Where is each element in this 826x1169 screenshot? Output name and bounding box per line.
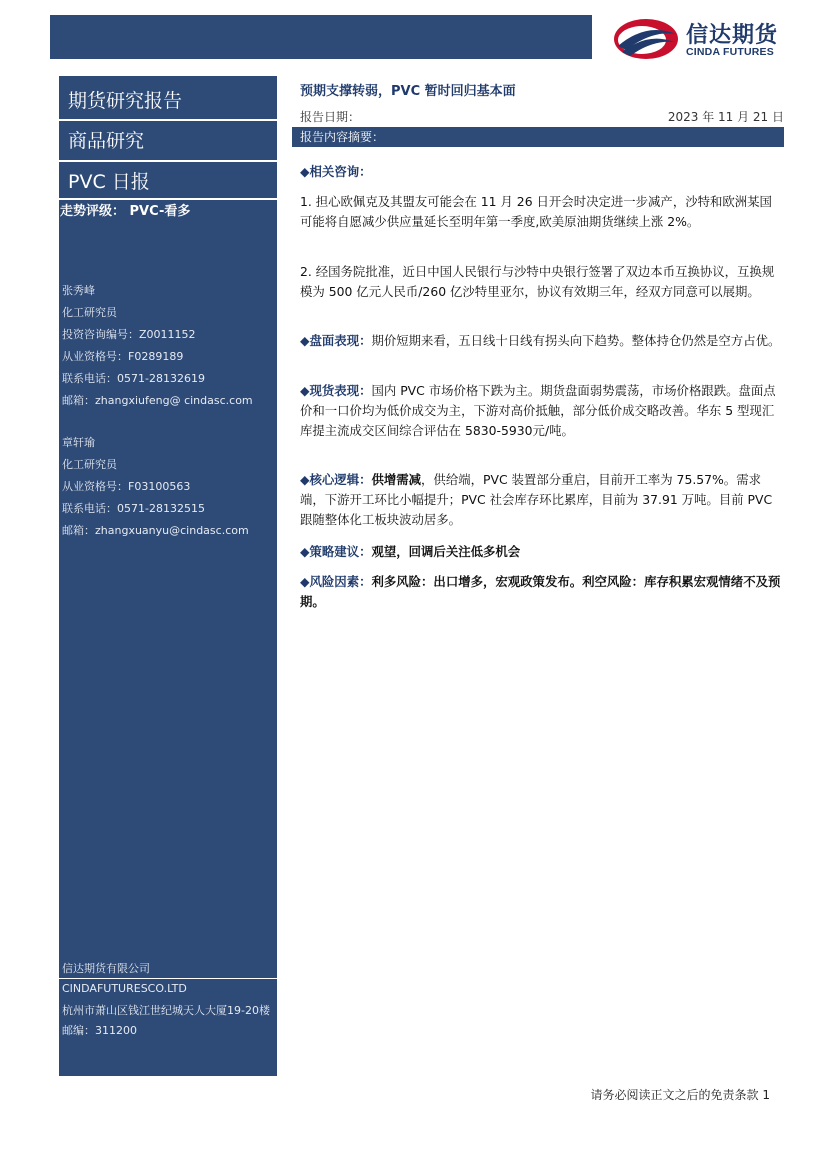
logic-section	[300, 470, 784, 530]
analyst-email[interactable]: 邮箱：zhangxiufeng@ cindasc.com	[62, 394, 253, 407]
disclaimer-text[interactable]: 请务必阅读正文之后的免责条款	[590, 1088, 759, 1102]
date-value: 2023 年 11 月 21 日	[667, 110, 784, 124]
market-section	[300, 331, 784, 351]
analyst-email[interactable]: 邮箱：zhangxuanyu@cindasc.com	[62, 524, 249, 537]
header-band	[50, 15, 592, 59]
report-date-row	[300, 108, 784, 126]
section-heading: ◆现货表现：	[300, 383, 372, 398]
analyst-phone: 联系电话：0571-28132515	[62, 502, 205, 515]
analyst-phone: 联系电话：0571-28132619	[62, 372, 205, 385]
section-text: ，供给端，PVC 装置部分重启，目前开工率为 75.57%。需求端，下游开工环比小幅提升；PVC 社会库存环比累库，目前为 37.91 万吨。目前 PVC 跟随整体化工板块波动居多。	[300, 472, 773, 527]
section-heading: ◆策略建议：	[300, 544, 372, 559]
consult-item-2: 2. 经国务院批准，近日中国人民银行与沙特中央银行签署了双边本币互换协议，互换规模为 500 亿元人民币/260 亿沙特里亚尔，协议有效期三年，经双方同意可以展期。	[300, 264, 775, 299]
page-number: 1	[762, 1088, 770, 1102]
analyst-title: 化工研究员	[62, 458, 117, 471]
divider	[59, 119, 277, 121]
summary-header: 报告内容摘要：	[292, 127, 784, 147]
divider	[59, 978, 277, 979]
logo-text-en: CINDA FUTURES	[686, 46, 774, 58]
product-title: PVC 日报	[68, 171, 150, 193]
company-address: 杭州市萧山区钱江世纪城天人大厦19-20楼	[62, 1004, 270, 1017]
company-logo	[612, 16, 802, 62]
strategy-section	[300, 542, 784, 562]
risk-section	[300, 572, 784, 612]
logo-text-cn: 信达期货	[686, 23, 779, 48]
section-text: 利多风险：出口增多，宏观政策发布。利空风险：库存积累宏观情绪不及预期。	[300, 574, 781, 609]
spot-section	[300, 381, 784, 441]
section-heading: ◆核心逻辑：	[300, 472, 372, 487]
company-name-en: CINDAFUTURESCO.LTD	[62, 982, 187, 995]
company-name: 信达期货有限公司	[62, 962, 150, 975]
section-text: 期价短期来看，五日线十日线有拐头向下趋势。整体持仓仍然是空方占优。	[371, 333, 781, 348]
report-title: 预期支撑转弱，PVC 暂时回归基本面	[300, 84, 516, 99]
divider	[59, 198, 277, 200]
report-type: 期货研究报告	[68, 90, 183, 112]
cinda-logo-icon	[612, 16, 682, 62]
analyst-name: 章轩瑜	[62, 436, 95, 449]
section-heading: ◆风险因素：	[300, 574, 372, 589]
report-category: 商品研究	[68, 130, 145, 152]
section-text: 国内 PVC 市场价格下跌为主。期货盘面弱势震荡，市场价格跟跌。盘面点价和一口价均为低价成交为主，下游对高价抵触，部分低价成交略改善。华东 5 型现汇库提主流成交区间综合评估在 5830-5930元/吨。	[300, 383, 776, 438]
consult-item-1: 1. 担心欧佩克及其盟友可能会在 11 月 26 日开会时决定进一步减产，沙特和欧洲某国可能将自愿减少供应量延长至明年第一季度,欧美原油期货继续上涨 2%。	[300, 194, 772, 229]
date-label: 报告日期：	[300, 110, 361, 124]
company-postcode: 邮编：311200	[62, 1024, 137, 1037]
trend-rating: 走势评级： PVC-看多	[60, 204, 191, 219]
logic-keyword: 供增需减	[371, 472, 422, 487]
footer-disclaimer	[591, 1086, 770, 1103]
analyst-title: 化工研究员	[62, 306, 117, 319]
analyst-cert-no: 从业资格号：F0289189	[62, 350, 184, 363]
section-heading: ◆相关咨询：	[300, 164, 372, 179]
section-heading: ◆盘面表现：	[300, 333, 372, 348]
sidebar	[59, 76, 277, 1076]
consult-heading	[300, 162, 784, 182]
analyst-name: 张秀峰	[62, 284, 95, 297]
divider	[59, 160, 277, 162]
analyst-cert-no: 从业资格号：F03100563	[62, 480, 191, 493]
section-text: 观望，回调后关注低多机会	[371, 544, 521, 559]
analyst-invest-no: 投资咨询编号：Z0011152	[62, 328, 196, 341]
